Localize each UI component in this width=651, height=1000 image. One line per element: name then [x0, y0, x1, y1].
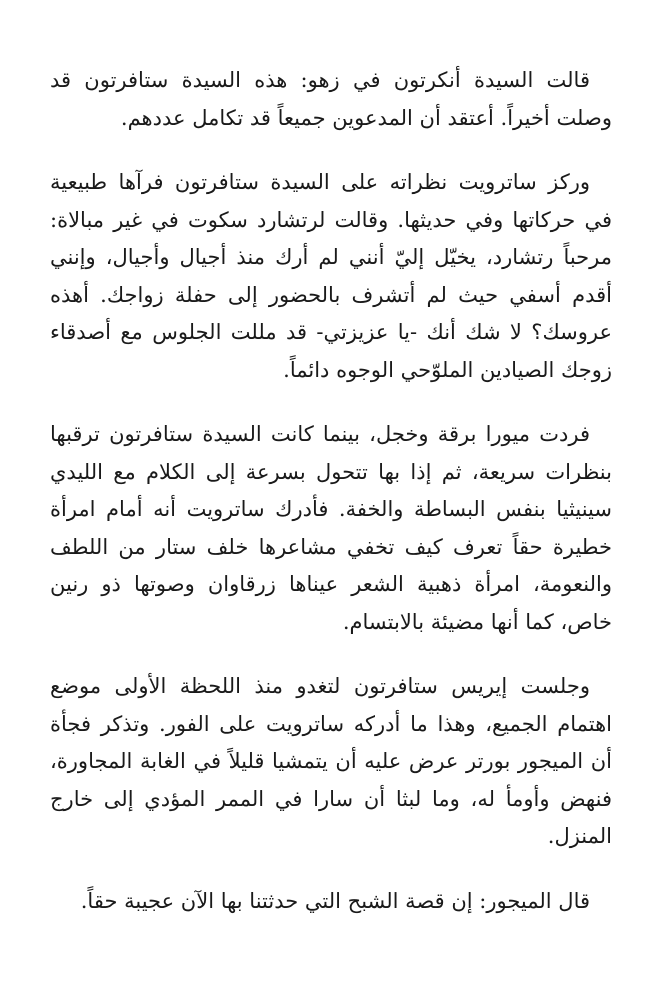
document-page [50, 62, 612, 920]
paragraph: قال الميجور: إن قصة الشبح التي حدثتنا بها الآن عجيبة حقاً. [80, 888, 590, 913]
paragraph: فردت ميورا برقة وخجل، بينما كانت السيدة ستافرتون ترقبها بنظرات سريعة، ثم إذا بها تتحول بسرعة إلى الكلام مع الليدي سينيثيا بنفس البساطة والخفة. فأدرك ساترويت أنه أمام امرأة خطيرة حقاً تعرف كيف تخفي مشاعرها خلف ستار من اللطف والنعومة، امرأة ذهبية الشعر عيناها زرقاوان وصوتها ذو رنين خاص، كما أنها مضيئة بالابتسام. [50, 422, 612, 634]
paragraph: وجلست إيريس ستافرتون لتغدو منذ اللحظة الأولى موضع اهتمام الجميع، وهذا ما أدركه ساترويت على الفور. وتذكر فجأة أن الميجور بورتر عرض عليه أن يتمشيا قليلاً في الغابة المجاورة، فنهض وأومأ له، وما لبثا أن سارا في الممر المؤدي إلى خارج المنزل. [50, 674, 613, 848]
paragraph: وركز ساترويت نظراته على السيدة ستافرتون فرآها طبيعية في حركاتها وفي حديثها. وقالت لرتشارد سكوت في غير مبالاة: مرحباً رتشارد، يخيّل إليّ أنني لم أرك منذ أجيال وأجيال، وإنني أقدم أسفي حيث لم أتشرف بالحضور إلى حفلة زواجك. أهذه عروسك؟ لا شك أنك -يا عزيزتي- قد مللت الجلوس مع أصدقاء زوجك الصيادين الملوّحي الوجوه دائماً. [50, 170, 612, 382]
paragraph: قالت السيدة أنكرتون في زهو: هذه السيدة ستافرتون قد وصلت أخيراً. أعتقد أن المدعوين جميعاً قد تكامل عددهم. [50, 68, 612, 130]
